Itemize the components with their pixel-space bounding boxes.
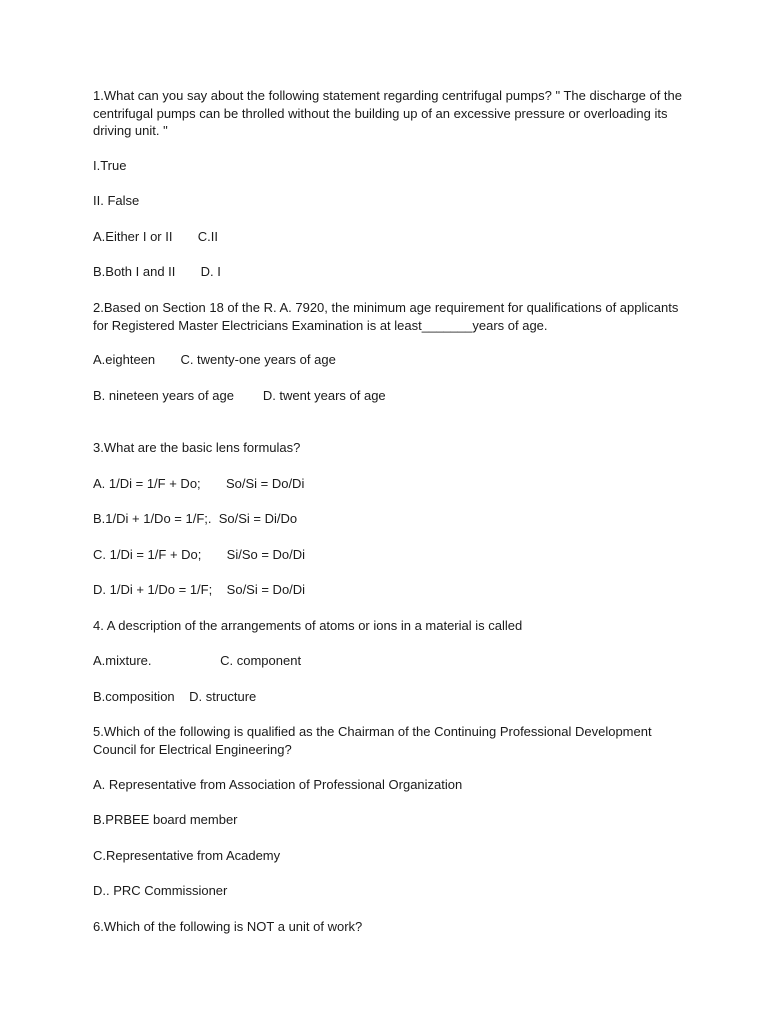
question-5-option-d: D.. PRC Commissioner — [93, 883, 228, 898]
question-5-text: 5.Which of the following is qualified as the Chairman of the Continuing Professional Development Council for Electrical Engineering? — [93, 724, 652, 757]
question-3-option-c: C. 1/Di = 1/F + Do; Si/So = Do/Di — [93, 547, 306, 562]
question-3-option-d: D. 1/Di + 1/Do = 1/F; So/Si = Do/Di — [93, 582, 306, 597]
question-4-options-b-d: B.composition D. structure — [93, 689, 257, 704]
question-1-options-b-d: B.Both I and II D. I — [93, 264, 221, 279]
statement-i: I.True — [93, 158, 127, 173]
question-2-options-a-c: A.eighteen C. twenty-one years of age — [93, 352, 336, 367]
question-1-text: 1.What can you say about the following statement regarding centrifugal pumps? " The discharge of the centrifugal pumps can be throlled without the building up of an excessive pressure or overloading its driving unit. " — [93, 88, 682, 138]
question-5-option-a: A. Representative from Association of Professional Organization — [93, 777, 463, 792]
question-6-text: 6.Which of the following is NOT a unit of work? — [93, 919, 363, 934]
question-5-option-b: B.PRBEE board member — [93, 812, 238, 827]
question-1-options-a-c: A.Either I or II C.II — [93, 229, 218, 244]
question-5-option-c: C.Representative from Academy — [93, 848, 281, 863]
question-3-text: 3.What are the basic lens formulas? — [93, 440, 301, 455]
question-4-options-a-c: A.mixture. C. component — [93, 653, 302, 668]
question-4-text: 4. A description of the arrangements of atoms or ions in a material is called — [93, 618, 523, 633]
question-3-option-b: B.1/Di + 1/Do = 1/F;. So/Si = Di/Do — [93, 511, 298, 526]
question-2-text: 2.Based on Section 18 of the R. A. 7920, the minimum age requirement for qualifications of applicants for Registered Master Electricians Examination is at least_______years of age. — [93, 300, 679, 333]
statement-ii: II. False — [93, 193, 140, 208]
question-3-option-a: A. 1/Di = 1/F + Do; So/Si = Do/Di — [93, 476, 305, 491]
question-2-options-b-d: B. nineteen years of age D. twent years of age — [93, 388, 386, 403]
